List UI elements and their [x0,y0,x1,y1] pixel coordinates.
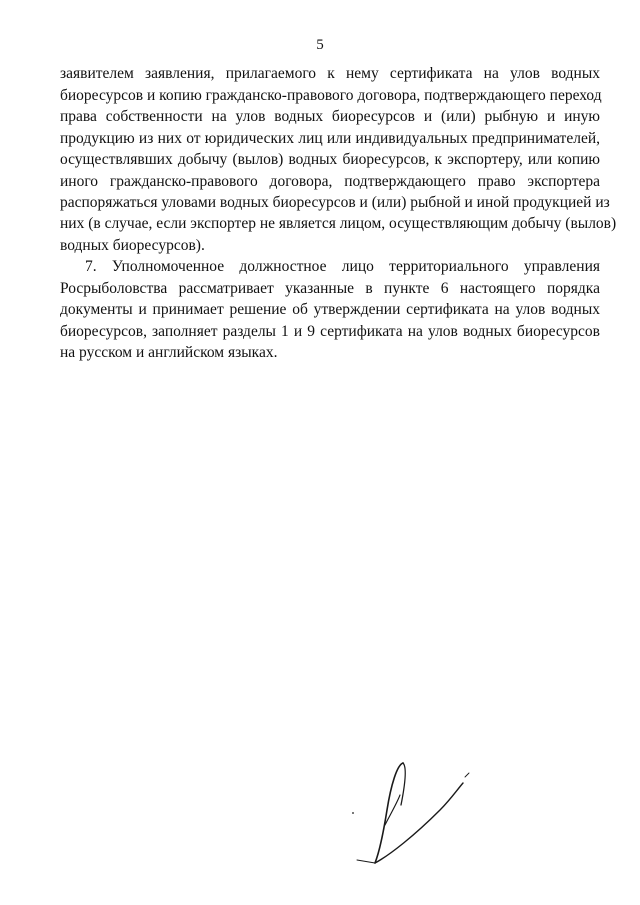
text-line: водных биоресурсов). [60,237,205,254]
handwritten-signature [345,755,485,870]
text-line: продукцию из них от юридических лиц или индивидуальных предпринимателей, [60,130,600,147]
text-line: документы и принимает решение об утверждении сертификата на улов водных [60,301,600,318]
text-line: 7. Уполномоченное должностное лицо территориального управления [85,258,600,275]
text-line: распоряжаться уловами водных биоресурсов и (или) рыбной и иной продукцией из [60,194,610,211]
text-line: осуществлявших добычу (вылов) водных биоресурсов, к экспортеру, или копию [60,151,600,168]
page-number: 5 [316,37,324,53]
text-line: них (в случае, если экспортер не является лицом, осуществляющим добычу (вылов) [60,215,617,232]
text-line: права собственности на улов водных биоресурсов и (или) рыбную и иную [60,108,600,125]
text-line: на русском и английском языках. [60,344,278,361]
text-line: заявителем заявления, прилагаемого к нему сертификата на улов водных [60,65,600,82]
text-line: Росрыболовства рассматривает указанные в пункте 6 настоящего порядка [60,280,600,297]
text-line: биоресурсов и копию гражданско-правового договора, подтверждающего переход [60,87,602,104]
text-line: иного гражданско-правового договора, подтверждающего право экспортера [60,173,600,190]
text-line: биоресурсов, заполняет разделы 1 и 9 сертификата на улов водных биоресурсов [60,323,600,340]
